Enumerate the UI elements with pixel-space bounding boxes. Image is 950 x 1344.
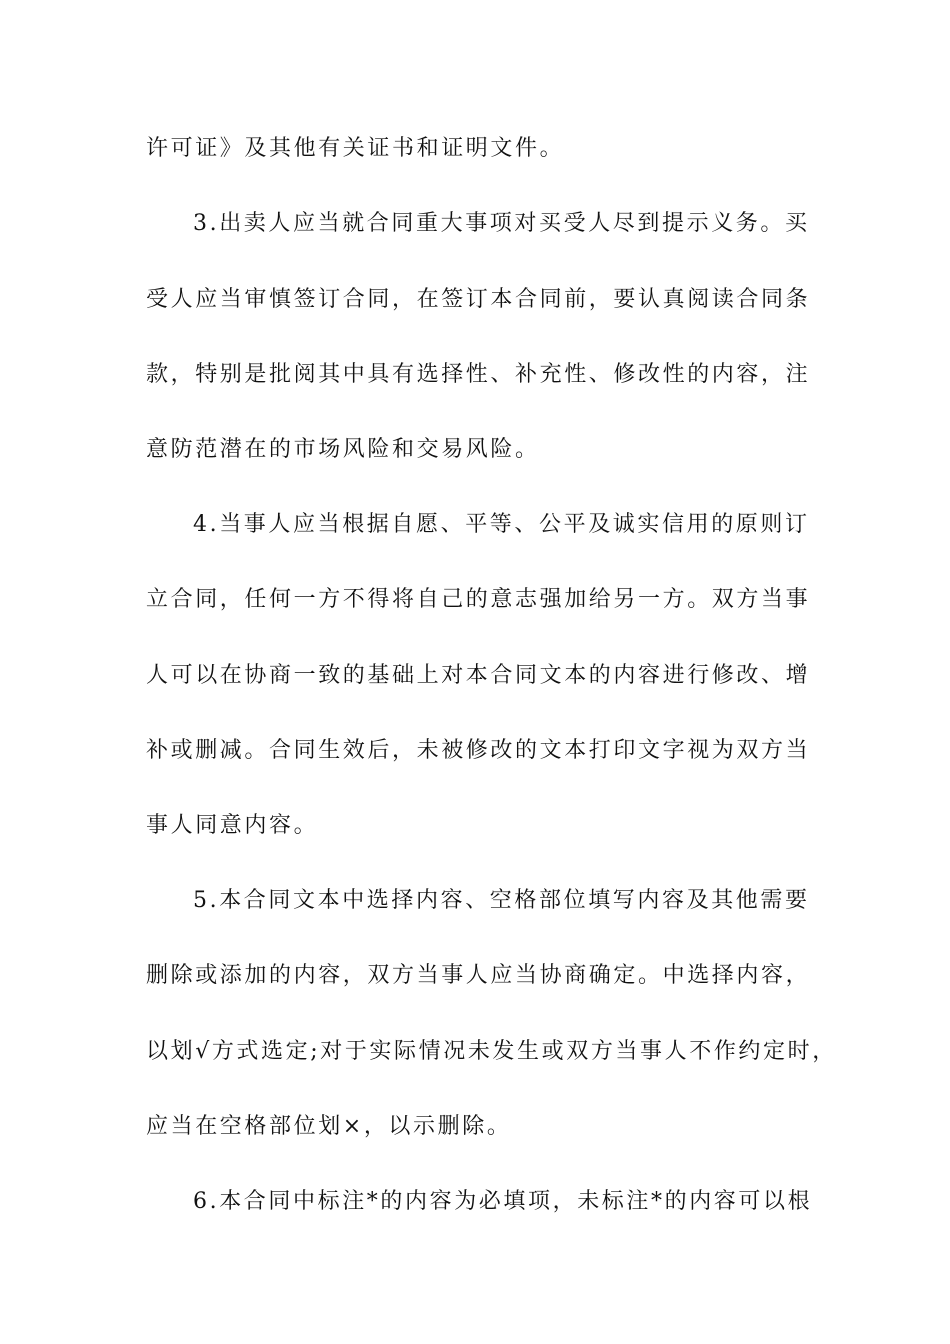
- paragraph-3-line: 3.出卖人应当就合同重大事项对买受人尽到提示义务。买: [193, 211, 810, 236]
- text-line: 意防范潜在的市场风险和交易风险。: [146, 437, 540, 462]
- text-line: 事人同意内容。: [146, 813, 319, 838]
- text-line: 删除或添加的内容，双方当事人应当协商确定。中选择内容，: [146, 963, 811, 988]
- text-line: 补或删减。合同生效后，未被修改的文本打印文字视为双方当: [146, 738, 811, 763]
- text-line: 受人应当审慎签订合同，在签订本合同前，要认真阅读合同条: [146, 287, 811, 312]
- text-line: 应当在空格部位划×，以示删除。: [146, 1114, 512, 1139]
- paragraph-4-line: 4.当事人应当根据自愿、平等、公平及诚实信用的原则订: [193, 512, 810, 537]
- text-line: 人可以在协商一致的基础上对本合同文本的内容进行修改、增: [146, 663, 811, 688]
- paragraph-5-line: 5.本合同文本中选择内容、空格部位填写内容及其他需要: [193, 888, 810, 913]
- text-line: 立合同，任何一方不得将自己的意志强加给另一方。双方当事: [146, 587, 811, 612]
- text-line: 以划√方式选定;对于实际情况未发生或双方当事人不作约定时，: [146, 1039, 837, 1064]
- text-line: 许可证》及其他有关证书和证明文件。: [146, 136, 565, 161]
- text-line: 款，特别是批阅其中具有选择性、补充性、修改性的内容，注: [146, 362, 811, 387]
- paragraph-6-line: 6.本合同中标注*的内容为必填项，未标注*的内容可以根: [193, 1189, 813, 1214]
